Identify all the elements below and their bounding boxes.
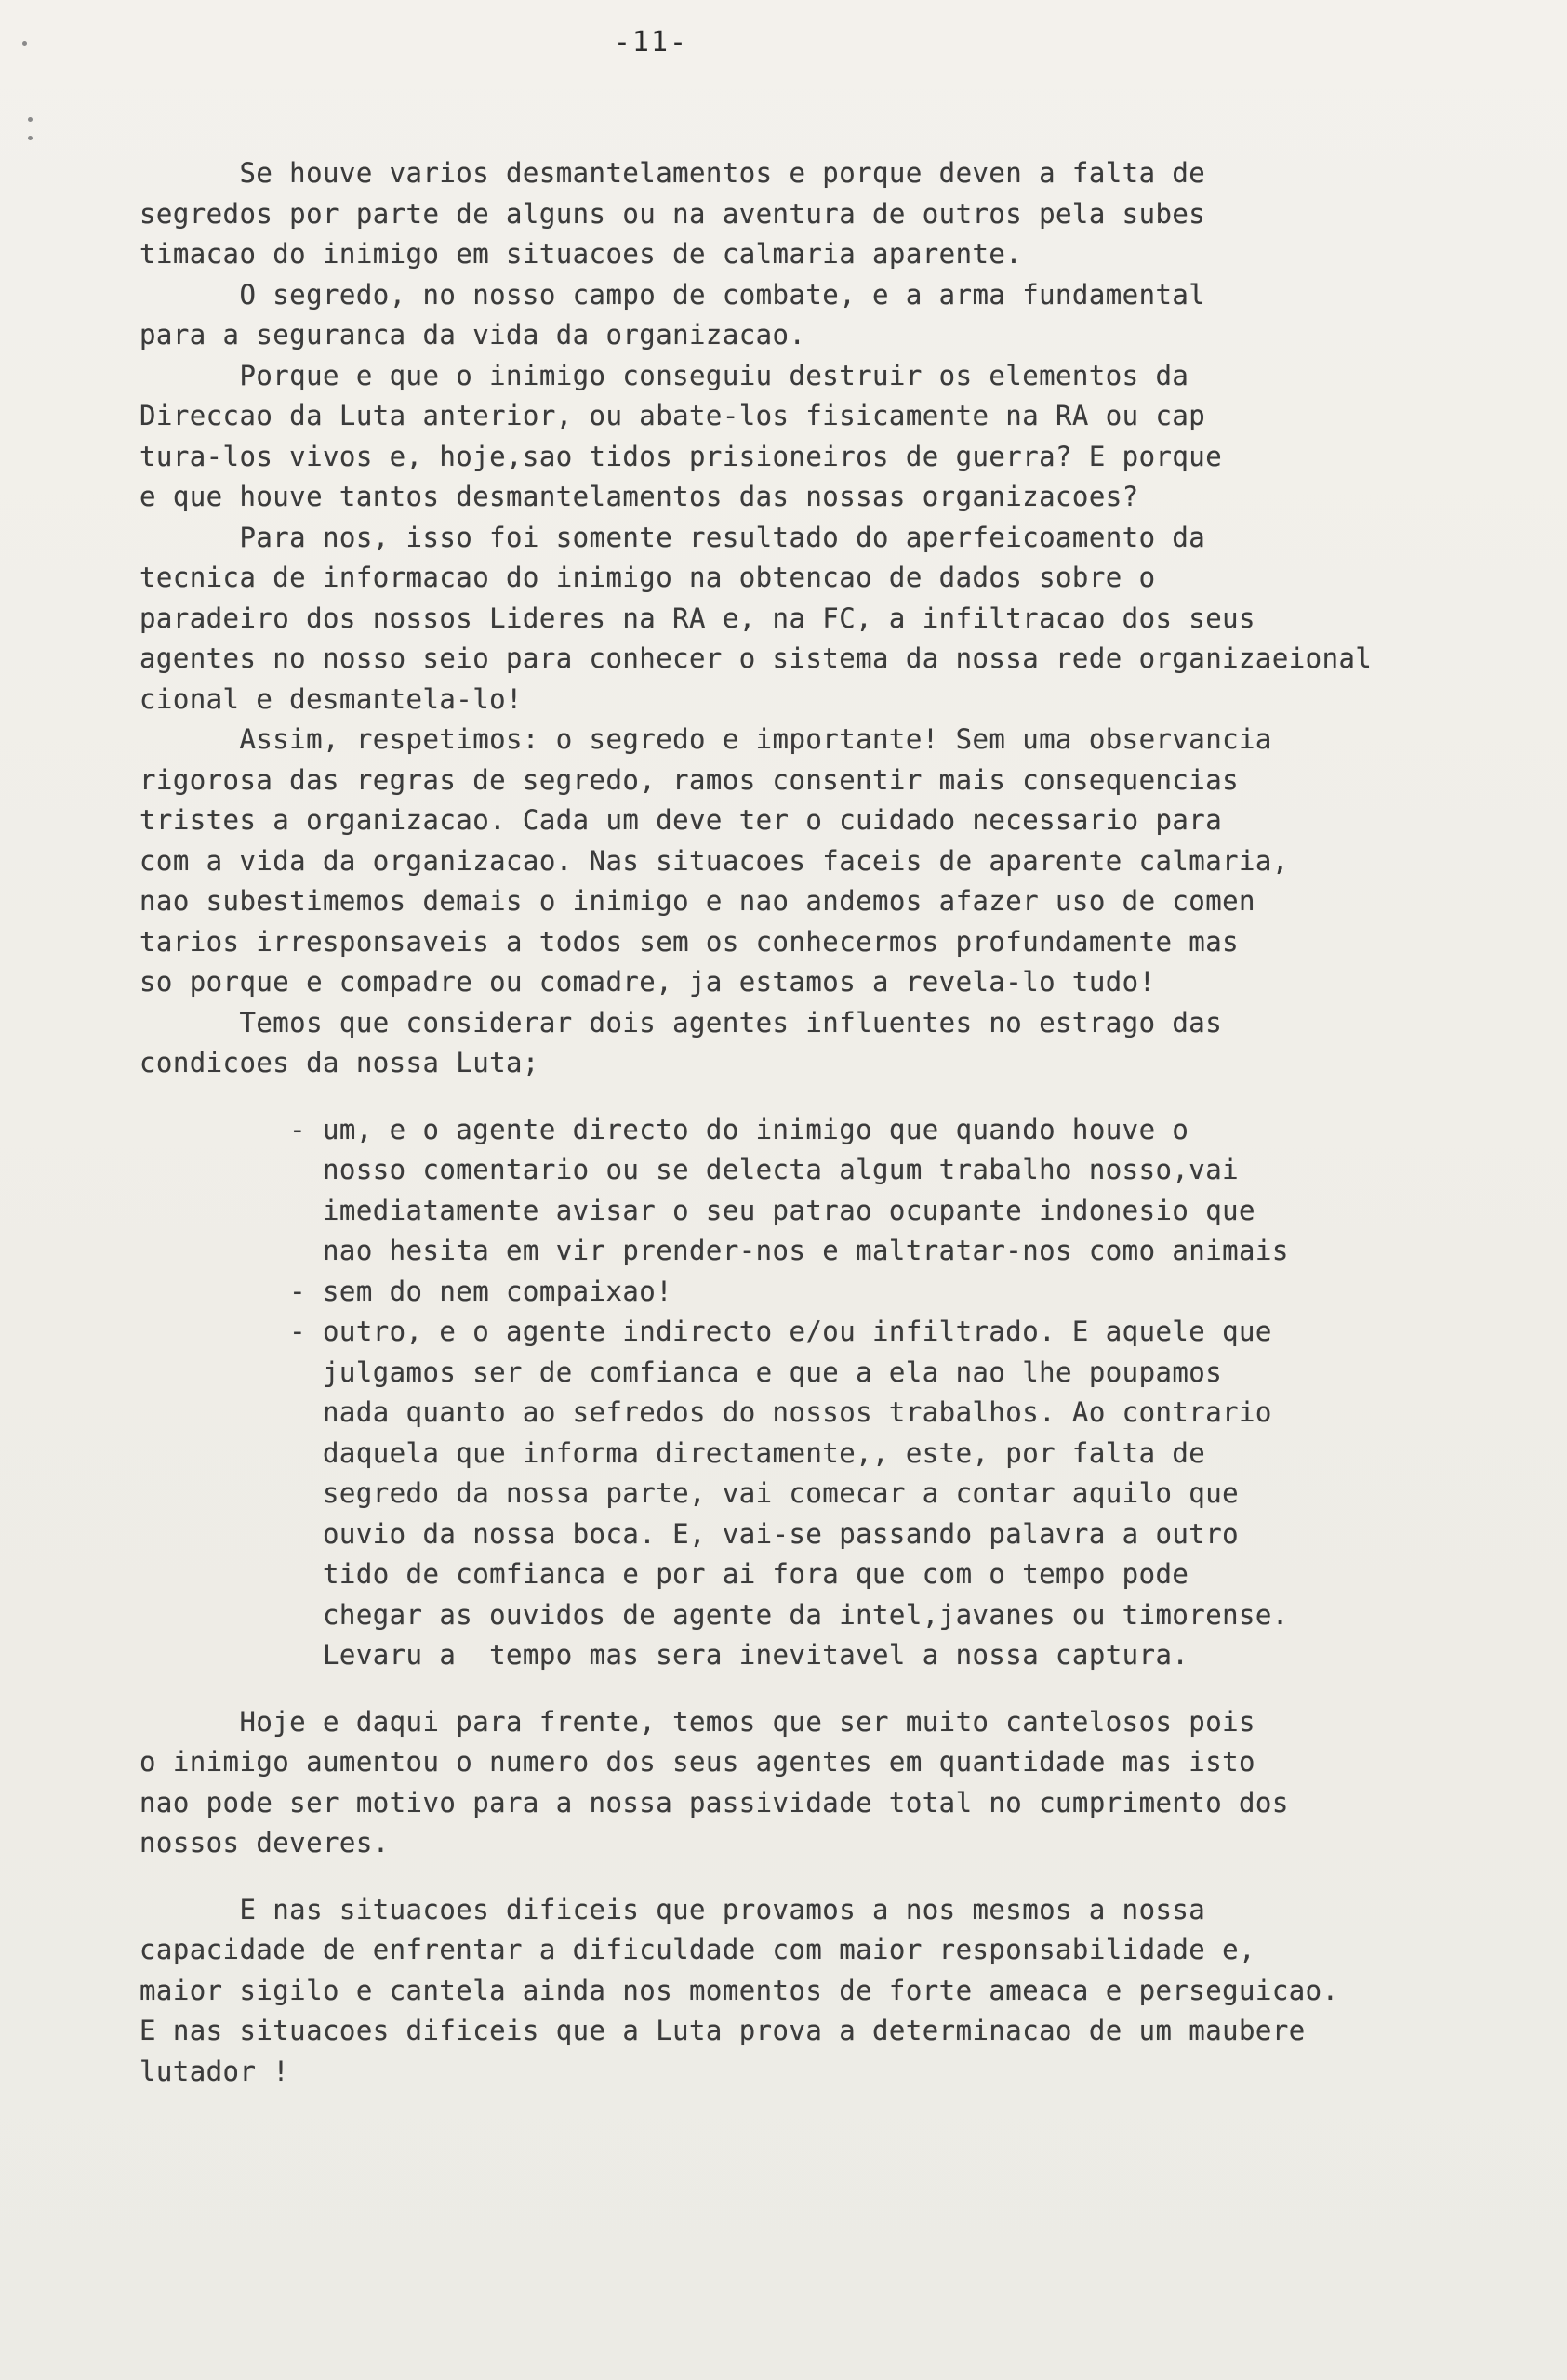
- text-line: tecnica de informacao do inimigo na obtencao de dados sobre o: [139, 562, 1156, 593]
- text-line: Porque e que o inimigo conseguiu destruir os elementos da: [139, 359, 1189, 391]
- text-line: com a vida da organizacao. Nas situacoes faceis de aparente calmaria,: [139, 844, 1289, 877]
- paragraph-gap: [139, 1676, 1497, 1702]
- text-line: capacidade de enfrentar a dificuldade com maior responsabilidade e,: [139, 1934, 1255, 1965]
- text-line: segredos por parte de alguns ou na aventura de outros pela subes: [139, 197, 1206, 230]
- text-line: paradeiro dos nossos Lideres na RA e, na FC, a infiltracao dos seus: [139, 602, 1255, 634]
- text-line: tarios irresponsaveis a todos sem os conhecermos profundamente mas: [139, 925, 1240, 958]
- text-line: condicoes da nossa Luta;: [139, 1047, 539, 1078]
- text-line: - sem do nem compaixao!: [139, 1275, 673, 1307]
- text-line: julgamos ser de comfianca e que a ela nao lhe poupamos: [139, 1355, 1223, 1388]
- text-line: nao subestimemos demais o inimigo e nao andemos afazer uso de comen: [139, 885, 1255, 917]
- text-line: so porque e compadre ou comadre, ja estamos a revela-lo tudo!: [139, 966, 1156, 998]
- text-line: O segredo, no nosso campo de combate, e a arma fundamental: [139, 278, 1206, 311]
- text-line: o inimigo aumentou o numero dos seus agentes em quantidade mas isto: [139, 1746, 1255, 1778]
- text-line: segredo da nossa parte, vai comecar a contar aquilo que: [139, 1477, 1240, 1509]
- text-line: ouvio da nossa boca. E, vai-se passando palavra a outro: [139, 1517, 1240, 1550]
- text-line: - outro, e o agente indirecto e/ou infiltrado. E aquele que: [139, 1316, 1272, 1347]
- text-line: Para nos, isso foi somente resultado do aperfeicoamento da: [139, 521, 1206, 553]
- text-line: imediatamente avisar o seu patrao ocupante indonesio que: [139, 1194, 1255, 1226]
- text-line: e que houve tantos desmantelamentos das nossas organizacoes?: [139, 481, 1139, 512]
- text-line: Direccao da Luta anterior, ou abate-los fisicamente na RA ou cap: [139, 400, 1206, 431]
- text-line: tristes a organizacao. Cada um deve ter o cuidado necessario para: [139, 804, 1223, 836]
- text-line: cional e desmantela-lo!: [139, 682, 523, 715]
- text-line: daquela que informa directamente,, este, por falta de: [139, 1436, 1206, 1469]
- text-line: lutador !: [139, 2055, 290, 2087]
- text-line: agentes no nosso seio para conhecer o sistema da nossa rede organizaeional: [139, 642, 1373, 674]
- text-line: chegar as ouvidos de agente da intel,javanes ou timorense.: [139, 1598, 1289, 1631]
- text-line: E nas situacoes dificeis que provamos a nos mesmos a nossa: [139, 1893, 1206, 1925]
- text-line: E nas situacoes dificeis que a Luta prova a determinacao de um maubere: [139, 2015, 1306, 2046]
- text-line: nao pode ser motivo para a nossa passividade total no cumprimento dos: [139, 1786, 1289, 1818]
- text-line: Temos que considerar dois agentes influentes no estrago das: [139, 1006, 1223, 1038]
- text-line: nossos deveres.: [139, 1827, 390, 1858]
- text-line: tido de comfianca e por ai fora que com o tempo pode: [139, 1558, 1189, 1590]
- typewritten-text: [139, 153, 1497, 2092]
- text-line: Se houve varios desmantelamentos e porque deven a falta de: [139, 157, 1206, 189]
- text-line: tura-los vivos e, hoje,sao tidos prisioneiros de guerra? E porque: [139, 440, 1223, 472]
- text-line: Levaru a tempo mas sera inevitavel a nossa captura.: [139, 1639, 1189, 1671]
- text-line: timacao do inimigo em situacoes de calmaria aparente.: [139, 238, 1023, 270]
- page-number: -11-: [613, 26, 689, 59]
- text-line: Assim, respetimos: o segredo e importante! Sem uma observancia: [139, 723, 1272, 755]
- text-line: Hoje e daqui para frente, temos que ser muito cantelosos pois: [139, 1705, 1255, 1738]
- text-line: - um, e o agente directo do inimigo que quando houve o: [139, 1113, 1189, 1145]
- text-line: nada quanto ao sefredos do nossos trabalhos. Ao contrario: [139, 1396, 1272, 1428]
- paragraph-gap: [139, 1864, 1497, 1890]
- text-line: maior sigilo e cantela ainda nos momentos de forte ameaca e perseguicao.: [139, 1974, 1339, 2006]
- text-line: nosso comentario ou se delecta algum trabalho nosso,vai: [139, 1154, 1240, 1185]
- text-line: nao hesita em vir prender-nos e maltratar-nos como animais: [139, 1235, 1289, 1266]
- paragraph-gap: [139, 1084, 1497, 1110]
- text-line: para a seguranca da vida da organizacao.: [139, 319, 806, 350]
- text-line: rigorosa das regras de segredo, ramos consentir mais consequencias: [139, 763, 1240, 796]
- scan-speck: [28, 117, 33, 122]
- scan-speck: [28, 136, 33, 140]
